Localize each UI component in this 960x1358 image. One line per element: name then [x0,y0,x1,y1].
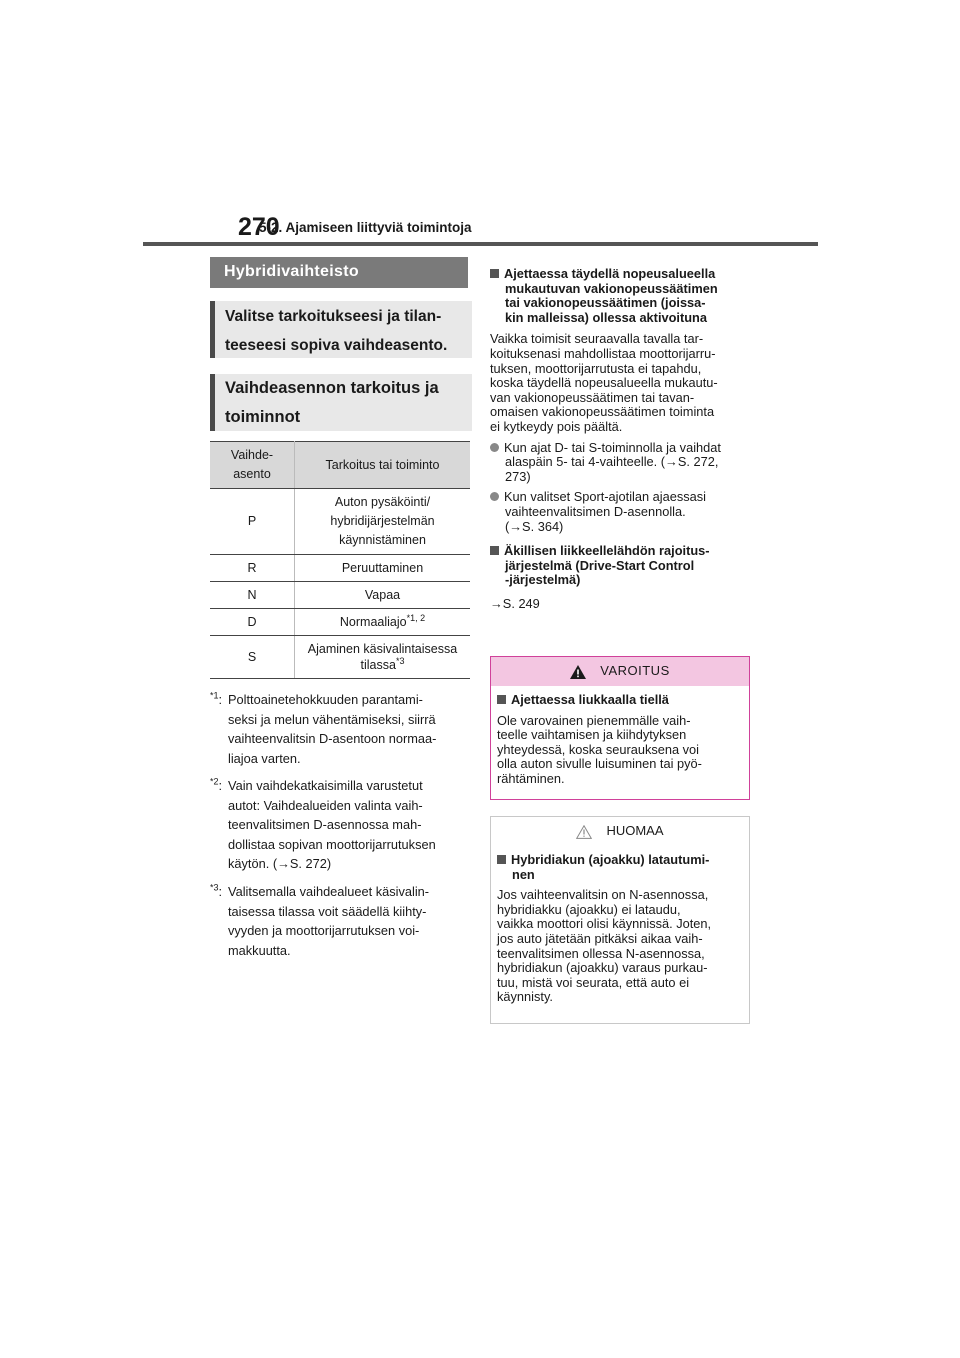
warning-title: VAROITUS [600,663,670,679]
cell-line: hybridijärjestelmän [330,514,435,528]
table-row [210,555,470,582]
warning-header [491,657,749,686]
column-header-function: Tarkoitus tai toiminto [295,442,471,489]
bullet-dot-icon [490,492,499,501]
square-bullet-icon [490,546,499,555]
notice-box [490,816,750,1024]
subheading-line: Vaihdeasennon tarkoitus ja [225,379,439,397]
header-line: asento [233,467,271,481]
footnote-line: Valitsemalla vaihdealueet käsivalin- [228,884,430,899]
footnote-line: vaihteenvalitsin D-asentoon normaa- [228,731,437,747]
cell-line: Auton pysäköinti/ [334,495,431,509]
footnote-ref: *1, 2 [406,612,426,623]
header-rule [143,242,818,246]
notice-subheading: Hybridiakun (ajoakku) latautumi- nen [497,853,743,882]
column-header-gear [210,442,295,489]
footnote-1: $^{*1}$: Polttoainetehokkuuden parantami- seksi ja melun vähentämiseksi, siirrä vaihteenvalitsin D-asentoon normaa- liajoa varten. [210,690,472,768]
bullet-sport-mode: Kun valitset Sport-ajotilan ajaessasi vaihteenvalitsimen D-asennolla. (→S. 364) [490,490,752,534]
footnote-line: vyyden ja moottorijarrutuksen voi- [228,923,420,939]
paragraph-cruise: Vaikka toimisit seuraavalla tavalla tar- koituksenasi mahdollistaa moottorijarru- tuksen, moottorijarrutusta ei tapahdu, koska täydellä nopeusalueella mukautu- van vakionopeussäätimen tai tavan- omaisen vakionopeussäätimen toiminta ei kytkeydy pois päältä. [490,331,718,434]
subsection-heading-drive-start: Äkillisen liikkeellelähdön rajoitus- järjestelmä (Drive-Start Control -järjestelmä) [490,544,752,588]
header-line: Vaihde- [230,448,274,462]
footnote-mark: *3 [210,882,219,893]
table-row [210,582,470,609]
notice-text: Jos vaihteenvalitsin on N-asennossa, hybridiakku (ajoakku) ei lataudu, vaikka moottori olisi käynnissä. Joten, jos auto jätetään pitkäksi aikaa vaih- teenvalitsimen ollessa N-asennossa, hybridiakun (ajoakku) varaus purkau- tuu, mistä voi seurata, että auto ei käynnisty. [497,887,712,1005]
square-bullet-icon [490,269,499,278]
page-number: 270 [238,213,280,241]
footnote-line: teenvalitsimen D-asennossa mah- [228,817,422,833]
gear-cell: R [210,555,295,582]
subheading-gear-purpose [210,374,472,431]
footnote-line: dollistaa sopivan moottorijarrutuksen [228,836,436,852]
footnote-2: $^{*2}$: Vain vaihdekatkaisimilla varustetut autot: Vaihdealueiden valinta vaih- teenvalitsimen D-asennossa mah- dollistaa sopivan moottorijarrutuksen käytön. (→S. 272) [210,776,472,874]
cell-line: tilassa$^{*3}$ [360,655,405,672]
table-row [210,489,470,555]
notice-title: HUOMAA [606,823,664,839]
footnote-line: Vain vaihdekatkaisimilla varustetut [228,778,423,793]
function-cell [295,636,471,679]
footnote-mark: *1 [210,690,219,701]
footnote-line: seksi ja melun vähentämiseksi, siirrä [228,711,436,727]
section-title: 5-2. Ajamiseen liittyviä toimintoja [259,220,472,235]
subheading-select-gear [210,301,472,358]
function-cell: Vapaa [295,582,471,609]
function-cell: Peruuttaminen [295,555,471,582]
notice-header [491,817,749,846]
table-row [210,609,470,636]
bullet-dot-icon [490,443,499,452]
subheading-line: toiminnot [225,408,301,426]
square-bullet-icon [497,855,506,864]
footnote-mark: *2 [210,776,219,787]
footnote-3: $^{*3}$: Valitsemalla vaihdealueet käsivalin- taisessa tilassa voit säädellä kiihty- vyyden ja moottorijarrutuksen voi- makkuutta. [210,882,472,960]
footnote-ref: *3 [395,655,405,666]
function-cell [295,489,471,555]
subheading-line: Valitse tarkoitukseesi ja tilan- [225,308,442,325]
bullet-downshift: Kun ajat D- tai S-toiminnolla ja vaihdat alaspäin 5- tai 4-vaihteelle. (→S. 272, 273) [490,441,752,485]
warning-box [490,656,750,800]
warning-text: Ole varovainen pienemmälle vaih- teelle vaihtamisen ja kiihdytyksen yhteydessä, koska seurauksena voi olla auton sivulle luisuminen tai pyö- rähtäminen. [497,712,702,786]
warning-triangle-icon [570,665,586,679]
gear-cell: S [210,636,295,679]
footnote-line: taisessa tilassa voit säädellä kiihty- [228,903,427,919]
gear-cell: D [210,609,295,636]
footnote-line: käytön. (→S. 272) [228,856,332,872]
function-cell [295,609,471,636]
table-header-row [210,442,470,489]
cell-text: Normaaliajo [339,615,407,629]
warning-subheading: Ajettaessa liukkaalla tiellä [497,693,743,708]
gear-cell: P [210,489,295,555]
gear-cell: N [210,582,295,609]
gear-table [210,441,470,679]
subheading-line: teeseesi sopiva vaihdeasento. [225,337,448,354]
caution-triangle-icon [576,825,592,839]
right-column [490,267,752,611]
footnote-line: makkuutta. [228,942,291,958]
footnote-line: liajoa varten. [228,750,301,766]
cell-line: käynnistäminen [339,533,426,547]
page-reference: →S. 249 [490,595,540,611]
footnote-line: Polttoainetehokkuuden parantami- [228,692,423,707]
main-heading: Hybridivaihteisto [210,257,468,288]
table-row [210,636,470,679]
subsection-heading-cruise: Ajettaessa täydellä nopeusalueella mukautuvan vakionopeussäätimen tai vakionopeussäätimen (joissa- kin malleissa) ollessa aktivoituna [490,267,752,325]
footnote-line: autot: Vaihdealueiden valinta vaih- [228,797,423,813]
cell-line: Ajaminen käsivalintaisessa [307,642,458,656]
square-bullet-icon [497,695,506,704]
